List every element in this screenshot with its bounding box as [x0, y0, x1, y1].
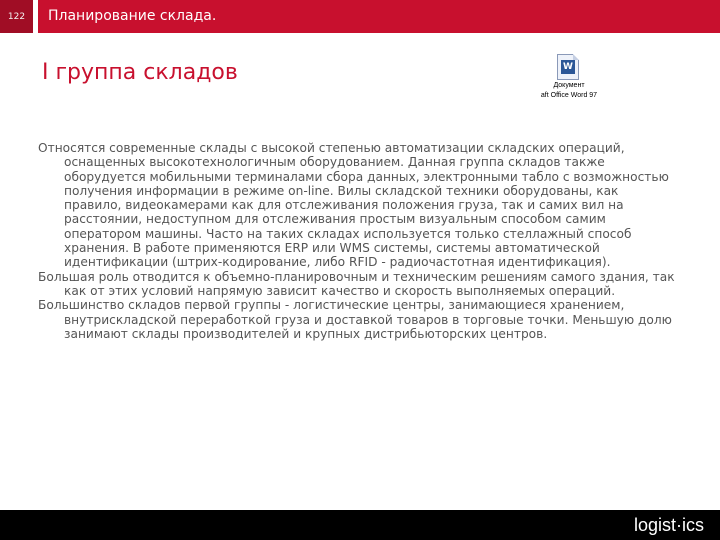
body-text: [38, 141, 678, 341]
paragraph: Большинство складов первой группы - логистические центры, занимающиеся хранением, внутрискладской переработкой груза и доставкой товаров в торговые точки. Меньшую долю занимают склады производителей и крупных дистрибьюторских центров.: [38, 298, 672, 341]
logistics-logo: logist·ics: [633, 515, 704, 535]
slide-number: 122: [0, 0, 33, 33]
header-bar: [0, 0, 720, 33]
embedded-word-document[interactable]: [535, 52, 603, 104]
embedded-object-label: Документ: [553, 82, 585, 89]
embedded-object-sublabel: aft Office Word 97: [540, 92, 598, 99]
slide-title: I группа складов: [42, 60, 238, 85]
header-divider: [33, 0, 38, 33]
paragraph: Относятся современные склады с высокой степенью автоматизации складских операций, оснащенных высокотехнологичным оборудованием. Данная группа складов также оборудуется мобильными терминалами сбора данных, электронными табло с возможностью получения информации в режиме on-line. Вилы складской техники оборудованы, как правило, видеокамерами как для отслеживания положения груза, так и самих вил на расстоянии, недоступном для отслеживания простым визуальным способом самим оператором машины. Часто на таких складах используется только стеллажный способ хранения. В работе применяются ERP или WMS системы, системы автоматической идентификации (штрих-кодирование, либо RFID - радиочастотная идентификация).: [38, 141, 669, 270]
footer-bar: [0, 510, 720, 540]
paragraph: Большая роль отводится к объемно-планировочным и техническим решениям самого здания, так как от этих условий напрямую зависит качество и скорость выполняемых операций.: [38, 269, 675, 298]
header-title: Планирование склада.: [48, 8, 217, 24]
word-document-icon: W: [557, 54, 579, 80]
